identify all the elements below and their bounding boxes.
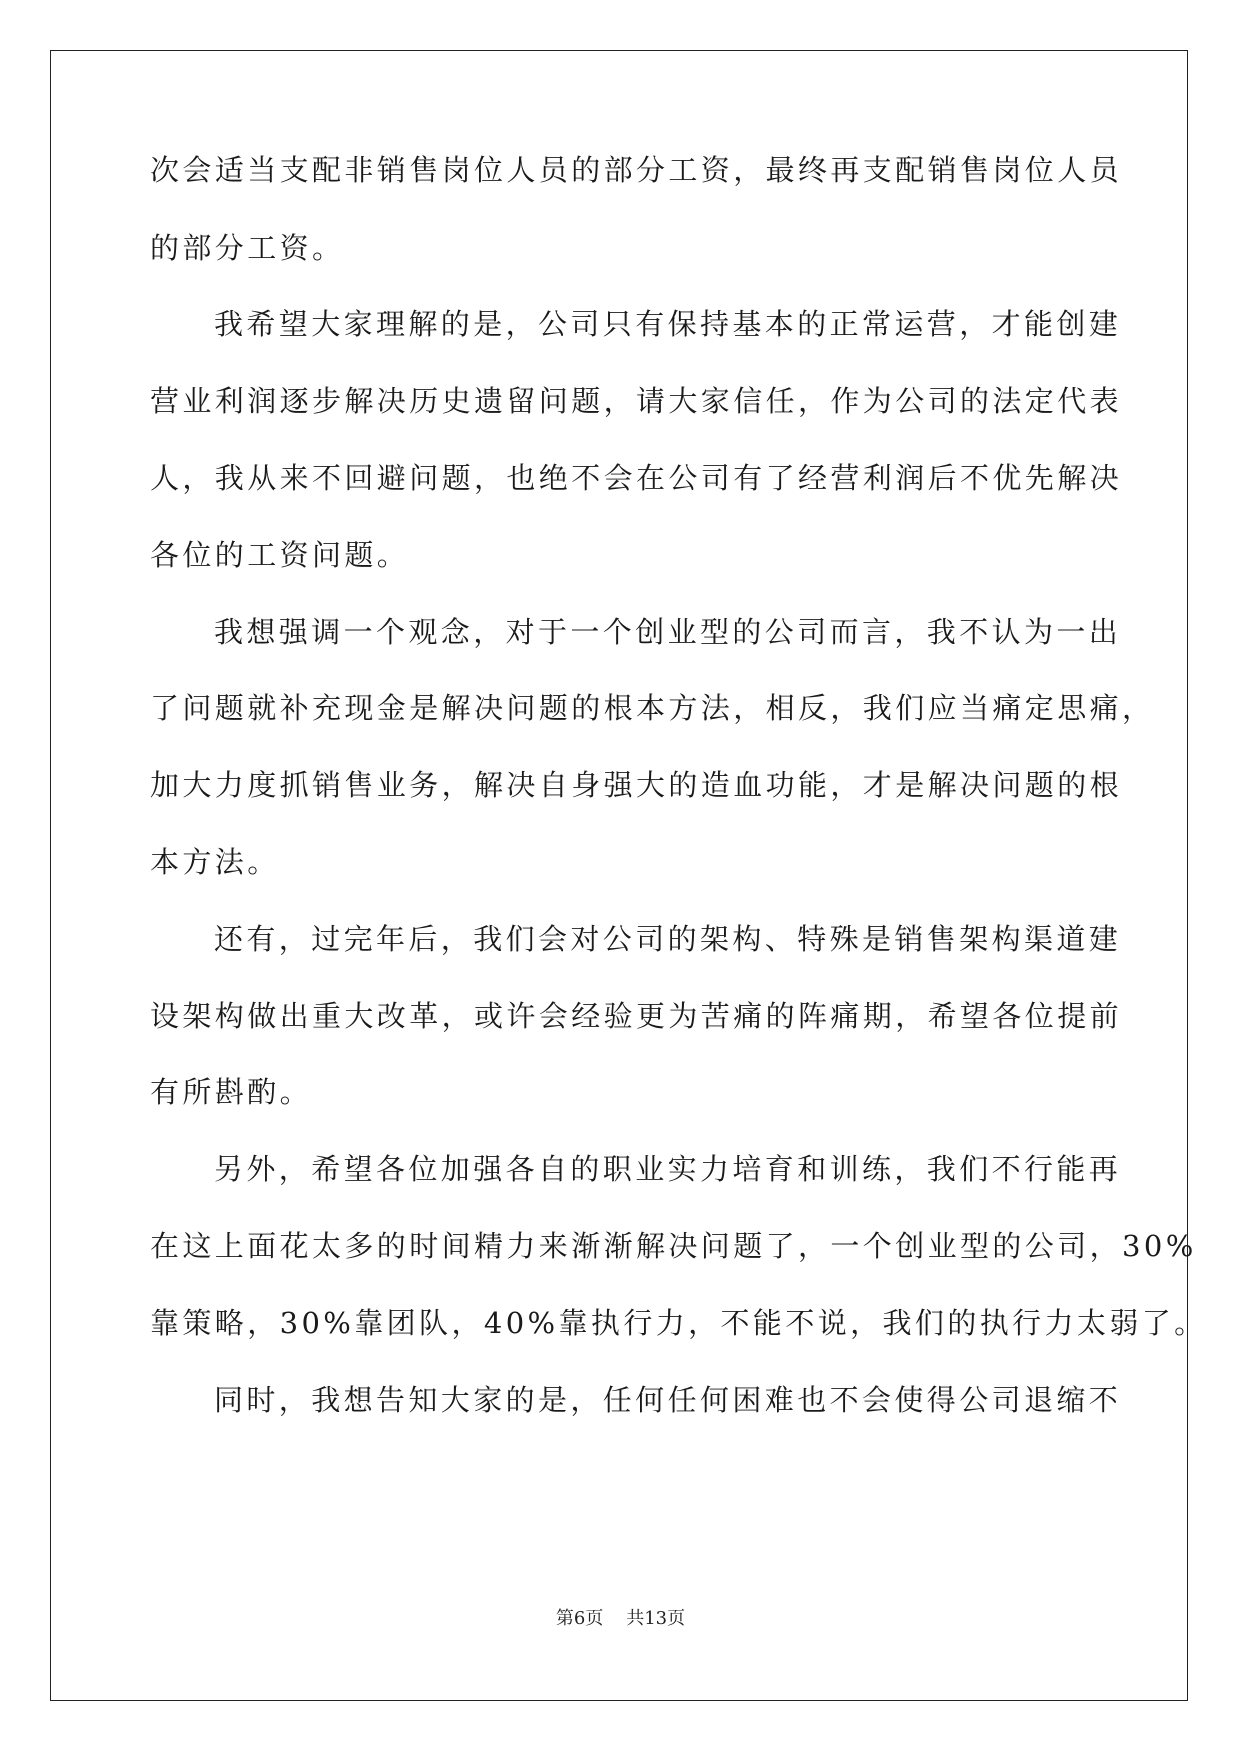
text-line: 有所斟酌。 [150,1075,313,1109]
text-line: 次会适当支配非销售岗位人员的部分工资，最终再支配销售岗位人员 [150,153,1123,187]
text-line: 的部分工资。 [150,231,345,265]
text-line: 另外，希望各位加强各自的职业实力培育和训练，我们不行能再 [214,1152,1122,1186]
text-line: 靠策略，30%靠团队，40%靠执行力，不能不说，我们的执行力太弱了。 [150,1306,1207,1340]
text-line: 营业利润逐步解决历史遗留问题，请大家信任，作为公司的法定代表 [150,384,1123,418]
text-line: 加大力度抓销售业务，解决自身强大的造血功能，才是解决问题的根 [150,768,1123,802]
text-line: 本方法。 [150,845,280,879]
text-line: 同时，我想告知大家的是，任何任何困难也不会使得公司退缩不 [214,1383,1122,1417]
text-line: 还有，过完年后，我们会对公司的架构、特殊是销售架构渠道建 [214,922,1122,956]
text-line: 我想强调一个观念，对于一个创业型的公司而言，我不认为一出 [214,615,1122,649]
text-line: 了问题就补充现金是解决问题的根本方法，相反，我们应当痛定思痛， [150,691,1155,725]
text-line: 人，我从来不回避问题，也绝不会在公司有了经营利润后不优先解决 [150,461,1123,495]
text-line: 我希望大家理解的是，公司只有保持基本的正常运营，才能创建 [214,307,1122,341]
text-line: 设架构做出重大改革，或许会经验更为苦痛的阵痛期，希望各位提前 [150,999,1123,1033]
text-line: 在这上面花太多的时间精力来渐渐解决问题了，一个创业型的公司，30% [150,1229,1197,1263]
page-number-footer: 第6页 共13页 [555,1608,686,1629]
text-line: 各位的工资问题。 [150,538,410,572]
